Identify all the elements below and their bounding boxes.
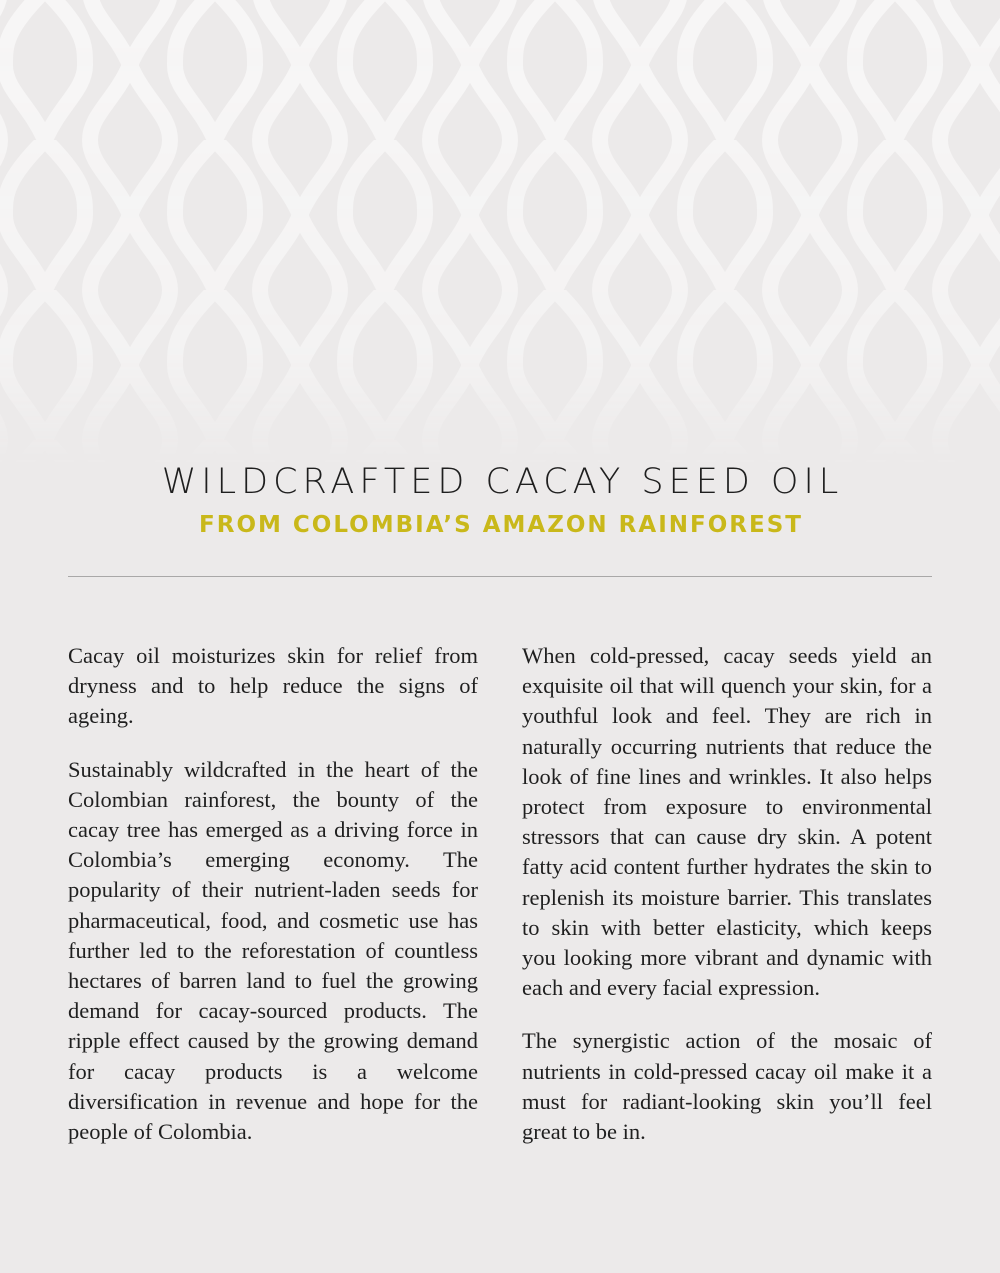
paragraph: Cacay oil moisturizes skin for relief from dryness and to help reduce the signs of ageing. bbox=[68, 643, 478, 729]
right-text-column bbox=[522, 641, 932, 1170]
title-block bbox=[0, 458, 1000, 542]
paragraph: Sustainably wildcrafted in the heart of the Colombian rainforest, the bounty of the cacay tree has emerged as a driving force in Colombia’s emerging economy. The popularity of their nutrient-laden seeds for pharmaceutical, food, and cosmetic use has further led to the reforestation of countless hectares of barren land to fuel the growing demand for cacay-sourced products. The ripple effect caused by the growing demand for cacay products is a welcome diversification in revenue and hope for the people of Colombia. bbox=[68, 756, 478, 1145]
left-text-column bbox=[68, 641, 478, 1170]
ogee-background-pattern bbox=[0, 0, 1000, 470]
paragraph: The synergistic action of the mosaic of nutrients in cold-pressed cacay oil make it a must for radiant-looking skin you’ll feel great to be in. bbox=[522, 1028, 932, 1145]
page-subtitle: FROM COLOMBIA’S AMAZON RAINFOREST bbox=[199, 512, 803, 538]
page-title: WILDCRAFTED CACAY SEED OIL bbox=[161, 462, 844, 502]
section-divider bbox=[68, 576, 932, 577]
paragraph: When cold-pressed, cacay seeds yield an exquisite oil that will quench your skin, for a youthful look and feel. They are rich in naturally occurring nutrients that reduce the look of fine lines and wrinkles. It also helps protect from exposure to environmental stressors that can cause dry skin. A potent fatty acid content further hydrates the skin to replenish its moisture barrier. This translates to skin with better elasticity, which keeps you looking more vibrant and dynamic with each and every facial expression. bbox=[522, 643, 932, 1001]
